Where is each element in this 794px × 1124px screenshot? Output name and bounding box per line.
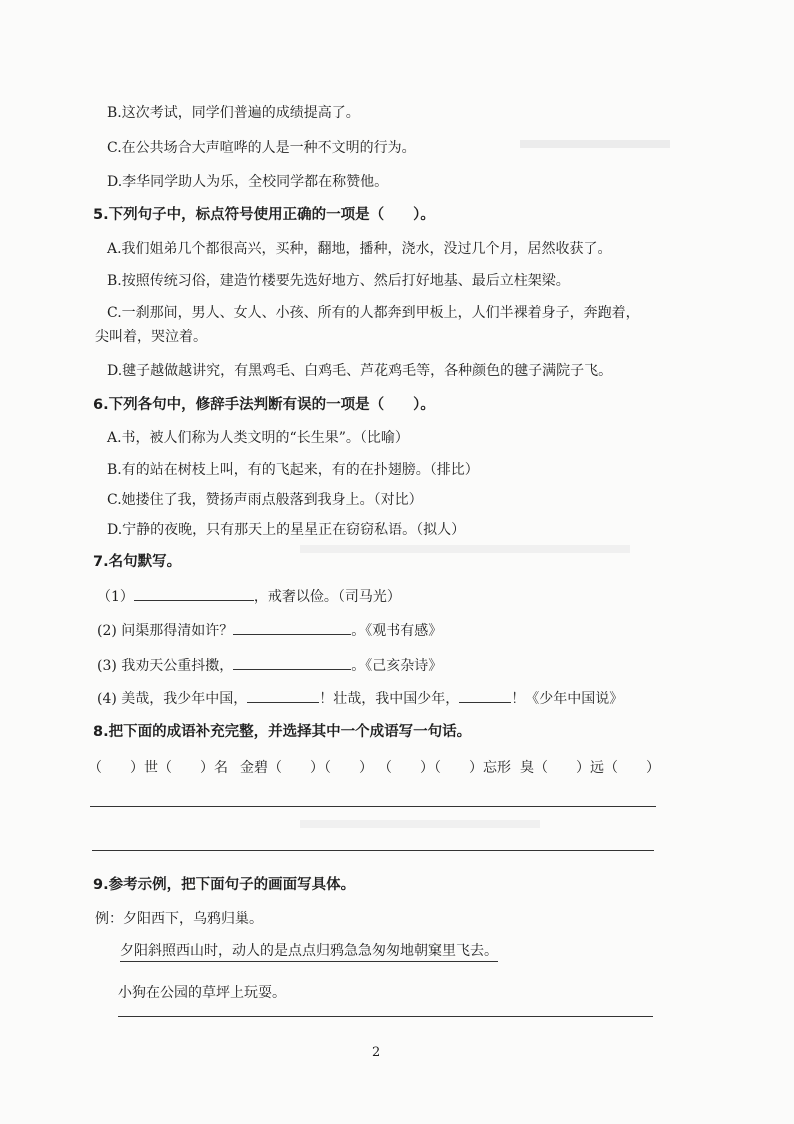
q9-task-sentence: 小狗在公园的草坪上玩耍。 (118, 985, 286, 1001)
q7-item-3 (97, 655, 442, 675)
q9-title: 9.参考示例，把下面句子的画面写具体。 (93, 877, 356, 893)
q5-option-c-line1: C.一刹那间，男人、女人、小孩、所有的人都奔到甲板上，人们半裸着身子，奔跑着， (107, 305, 640, 321)
q6-title: 6.下列各句中，修辞手法判断有误的一项是（ ）。 (93, 397, 435, 413)
q6-option-a: A.书，被人们称为人类文明的“长生果”。（比喻） (107, 430, 409, 446)
q5-option-c-line2: 尖叫着，哭泣着。 (95, 329, 207, 345)
q8-idiom-1[interactable]: （ ）世（ ）名 (88, 760, 228, 776)
q4-option-b: B.这次考试，同学们普遍的成绩提高了。 (107, 105, 360, 121)
q8-answer-line-2[interactable] (92, 850, 654, 851)
q7-item-4-blank-1[interactable] (247, 688, 319, 703)
q6-option-d: D.宁静的夜晚，只有那天上的星星正在窃窃私语。（拟人） (107, 522, 466, 538)
q7-item-2-suffix: 。《观书有感》 (351, 623, 443, 639)
q7-title: 7.名句默写。 (93, 554, 182, 570)
q4-option-c: C.在公共场合大声喧哗的人是一种不文明的行为。 (107, 140, 416, 156)
q7-item-4-blank-2[interactable] (459, 688, 511, 703)
q7-item-1-prefix: （1） (97, 589, 134, 605)
q7-item-2 (97, 620, 442, 640)
q6-option-c: C.她搂住了我，赞扬声雨点般落到我身上。（对比） (107, 492, 423, 508)
page-number: 2 (372, 1045, 381, 1060)
q7-item-1 (97, 586, 401, 606)
q7-item-1-blank[interactable] (134, 586, 254, 601)
bleed-through-mark (300, 820, 540, 828)
q9-answer-line[interactable] (118, 1016, 653, 1017)
q8-idiom-3[interactable]: （ ）（ ）忘形 (378, 760, 511, 776)
q9-example-prompt: 例：夕阳西下，乌鸦归巢。 (95, 911, 263, 927)
q5-option-b: B.按照传统习俗，建造竹楼要先选好地方、然后打好地基、最后立柱架梁。 (107, 273, 570, 289)
q8-idiom-4[interactable]: 臭（ ）远（ ） (520, 760, 660, 776)
q7-item-4 (97, 688, 623, 708)
q8-answer-line-1[interactable] (90, 806, 656, 807)
q9-example-answer (120, 942, 498, 960)
q7-item-3-prefix: (3) 我劝天公重抖擞， (97, 658, 234, 674)
q7-item-3-suffix: 。《己亥杂诗》 (351, 658, 443, 674)
q8-title: 8.把下面的成语补充完整，并选择其中一个成语写一句话。 (93, 724, 472, 740)
q6-option-b: B.有的站在树枝上叫，有的飞起来，有的在扑翅膀。（排比） (107, 462, 479, 478)
q5-option-a: A.我们姐弟几个都很高兴，买种，翻地，播种，浇水，没过几个月，居然收获了。 (107, 241, 612, 257)
bleed-through-mark (300, 545, 630, 553)
q8-idiom-2[interactable]: 金碧（ ）（ ） (240, 760, 373, 776)
q9-example-answer-text: 夕阳斜照西山时，动人的是点点归鸦急急匆匆地朝窠里飞去。 (120, 943, 498, 962)
q7-item-4-prefix: (4) 美哉，我少年中国， (97, 691, 248, 707)
q7-item-4-suffix: ！《少年中国说》 (511, 691, 624, 707)
q5-option-d: D.毽子越做越讲究，有黑鸡毛、白鸡毛、芦花鸡毛等，各种颜色的毽子满院子飞。 (107, 363, 613, 379)
bleed-through-mark (520, 140, 670, 148)
q5-title: 5.下列句子中，标点符号使用正确的一项是（ ）。 (93, 207, 435, 223)
q7-item-3-blank[interactable] (233, 655, 351, 670)
q4-option-d: D.李华同学助人为乐，全校同学都在称赞他。 (107, 174, 389, 190)
q7-item-1-suffix: ，戒奢以俭。（司马光） (253, 589, 401, 605)
q7-item-2-blank[interactable] (233, 620, 351, 635)
q7-item-4-mid: ！壮哉，我中国少年， (319, 691, 460, 707)
q7-item-2-prefix: (2) 问渠那得清如许？ (97, 623, 234, 639)
